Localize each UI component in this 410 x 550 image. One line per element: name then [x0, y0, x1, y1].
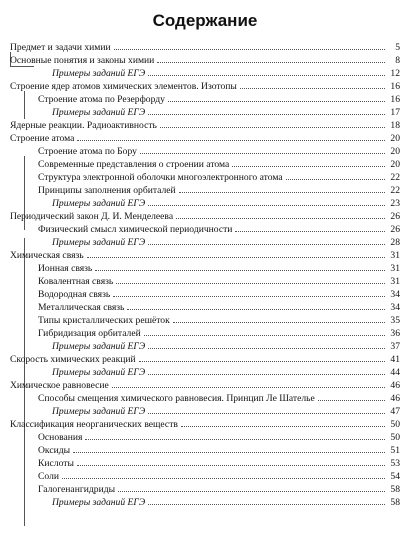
toc-entry[interactable] [38, 287, 400, 300]
toc-entry-examples[interactable] [52, 66, 400, 79]
page-number: 37 [390, 341, 400, 352]
entry-title: Соли [38, 471, 59, 482]
page-number: 23 [390, 198, 400, 209]
toc-entry[interactable] [38, 261, 400, 274]
entry-title: Примеры заданий ЕГЭ [52, 406, 146, 417]
dot-leader [148, 75, 385, 76]
dot-leader [176, 218, 385, 219]
toc-entry[interactable] [38, 157, 400, 170]
toc-entry[interactable] [38, 456, 400, 469]
dot-leader [95, 270, 385, 271]
dot-leader [127, 309, 385, 310]
page-number: 58 [390, 497, 400, 508]
entry-title: Строение ядер атомов химических элементов. Изотопы [10, 81, 237, 92]
page-number: 22 [390, 172, 400, 183]
dot-leader [148, 348, 385, 349]
entry-title: Принципы заполнения орбиталей [38, 185, 176, 196]
bracket-line [24, 251, 25, 441]
entry-title: Гибридизация орбиталей [38, 328, 141, 339]
page-number: 50 [390, 432, 400, 443]
bracket-line [24, 91, 25, 119]
toc-entry[interactable] [10, 118, 400, 131]
page-number: 58 [390, 484, 400, 495]
entry-title: Примеры заданий ЕГЭ [52, 341, 146, 352]
page-number: 18 [390, 120, 400, 131]
entry-title: Периодический закон Д. И. Менделеева [10, 211, 174, 222]
dot-leader [114, 49, 385, 50]
entry-title: Химическая связь [10, 250, 84, 261]
entry-title: Современные представления о строении атома [38, 159, 230, 170]
dot-leader [157, 62, 385, 63]
page-number: 31 [390, 276, 400, 287]
toc-entry[interactable] [10, 53, 400, 66]
entry-title: Металлическая связь [38, 302, 125, 313]
toc-entry[interactable] [38, 443, 400, 456]
dot-leader [168, 101, 385, 102]
page-number: 35 [390, 315, 400, 326]
page-number: 26 [390, 211, 400, 222]
toc-entry-examples[interactable] [52, 495, 400, 508]
entry-title: Строение атома по Резерфорду [38, 94, 165, 105]
page-number: 46 [390, 393, 400, 404]
page-number: 5 [395, 42, 400, 53]
dot-leader [235, 231, 385, 232]
page-number: 34 [390, 302, 400, 313]
bracket-line [10, 66, 34, 67]
page-number: 47 [390, 406, 400, 417]
entry-title: Водородная связь [38, 289, 111, 300]
page-number: 20 [390, 159, 400, 170]
dot-leader [85, 439, 385, 440]
toc-entry[interactable] [10, 79, 400, 92]
entry-title: Строение атома [10, 133, 75, 144]
page-number: 54 [390, 471, 400, 482]
entry-title: Примеры заданий ЕГЭ [52, 198, 146, 209]
page-title: Содержание [152, 11, 258, 30]
entry-title: Способы смещения химического равновесия. Принцип Ле Шателье [38, 393, 315, 404]
entry-title: Ионная связь [38, 263, 93, 274]
toc-entry[interactable] [38, 391, 400, 404]
toc-entry[interactable] [10, 378, 400, 391]
dot-leader [179, 192, 385, 193]
toc-entry[interactable] [10, 209, 400, 222]
page-number: 20 [390, 133, 400, 144]
toc-entry[interactable] [38, 222, 400, 235]
page-number: 17 [390, 107, 400, 118]
toc-entry[interactable] [10, 131, 400, 144]
page-number: 34 [390, 289, 400, 300]
dot-leader [148, 413, 385, 414]
toc-entry[interactable] [38, 313, 400, 326]
toc-entry[interactable] [10, 248, 400, 261]
entry-title: Классификация неорганических веществ [10, 419, 178, 430]
dot-leader [139, 361, 385, 362]
page-number: 36 [390, 328, 400, 339]
dot-leader [87, 257, 385, 258]
toc-entry-examples[interactable] [52, 105, 400, 118]
dot-leader [148, 114, 385, 115]
entry-title: Галогенангидриды [38, 484, 116, 495]
entry-title: Основные понятия и законы химии [10, 55, 155, 66]
entry-title: Основания [38, 432, 83, 443]
page-number: 26 [390, 224, 400, 235]
toc-entry[interactable] [38, 170, 400, 183]
toc-entry[interactable] [38, 300, 400, 313]
dot-leader [77, 465, 385, 466]
toc-entry[interactable] [38, 183, 400, 196]
page-number: 50 [390, 419, 400, 430]
page-number: 51 [390, 445, 400, 456]
page-number: 31 [390, 263, 400, 274]
page-number: 20 [390, 146, 400, 157]
page-number: 16 [390, 81, 400, 92]
dot-leader [148, 205, 385, 206]
dot-leader [173, 322, 385, 323]
entry-title: Примеры заданий ЕГЭ [52, 68, 146, 79]
toc-entry[interactable] [38, 326, 400, 339]
page-number: 16 [390, 94, 400, 105]
page-number: 22 [390, 185, 400, 196]
entry-title: Типы кристаллических решёток [38, 315, 170, 326]
toc-entry[interactable] [10, 40, 400, 53]
toc-entry-examples[interactable] [52, 235, 400, 248]
bracket-line [24, 414, 25, 526]
entry-title: Структура электронной оболочки многоэлектронного атома [38, 172, 283, 183]
entry-title: Кислоты [38, 458, 74, 469]
toc-entry[interactable] [10, 417, 400, 430]
entry-title: Примеры заданий ЕГЭ [52, 237, 146, 248]
entry-title: Строение атома по Бору [38, 146, 137, 157]
page-number: 31 [390, 250, 400, 261]
page-number: 8 [395, 55, 400, 66]
dot-leader [232, 166, 385, 167]
dot-leader [73, 452, 385, 453]
toc-entry[interactable] [38, 430, 400, 443]
entry-title: Оксиды [38, 445, 71, 456]
dot-leader [62, 478, 385, 479]
toc-entry[interactable] [38, 469, 400, 482]
toc-entry-examples[interactable] [52, 365, 400, 378]
dot-leader [181, 426, 385, 427]
dot-leader [118, 491, 385, 492]
entry-title: Ядерные реакции. Радиоактивность [10, 120, 157, 131]
page-number: 12 [390, 68, 400, 79]
entry-title: Примеры заданий ЕГЭ [52, 107, 146, 118]
page-number: 53 [390, 458, 400, 469]
entry-title: Химическое равновесие [10, 380, 109, 391]
toc-entry[interactable] [38, 92, 400, 105]
dot-leader [148, 374, 385, 375]
page-number: 44 [390, 367, 400, 378]
page-number: 41 [390, 354, 400, 365]
dot-leader [112, 387, 385, 388]
entry-title: Скорость химических реакций [10, 354, 136, 365]
toc-entry[interactable] [38, 274, 400, 287]
toc-entry-examples[interactable] [52, 404, 400, 417]
toc-entry[interactable] [38, 482, 400, 495]
toc-entry-examples[interactable] [52, 196, 400, 209]
page-number: 28 [390, 237, 400, 248]
dot-leader [148, 244, 385, 245]
dot-leader [113, 296, 385, 297]
dot-leader [116, 283, 385, 284]
toc-entry[interactable] [10, 352, 400, 365]
entry-title: Примеры заданий ЕГЭ [52, 367, 146, 378]
entry-title: Примеры заданий ЕГЭ [52, 497, 146, 508]
dot-leader [240, 88, 385, 89]
dot-leader [77, 140, 385, 141]
dot-leader [160, 127, 385, 128]
toc-entry[interactable] [38, 144, 400, 157]
dot-leader [144, 335, 385, 336]
entry-title: Предмет и задачи химии [10, 42, 111, 53]
dot-leader [286, 179, 385, 180]
entry-title: Физический смысл химической периодичности [38, 224, 233, 235]
entry-title: Ковалентная связь [38, 276, 114, 287]
page-number: 46 [390, 380, 400, 391]
dot-leader [318, 400, 385, 401]
dot-leader [140, 153, 385, 154]
toc-entry-examples[interactable] [52, 339, 400, 352]
dot-leader [148, 504, 385, 505]
